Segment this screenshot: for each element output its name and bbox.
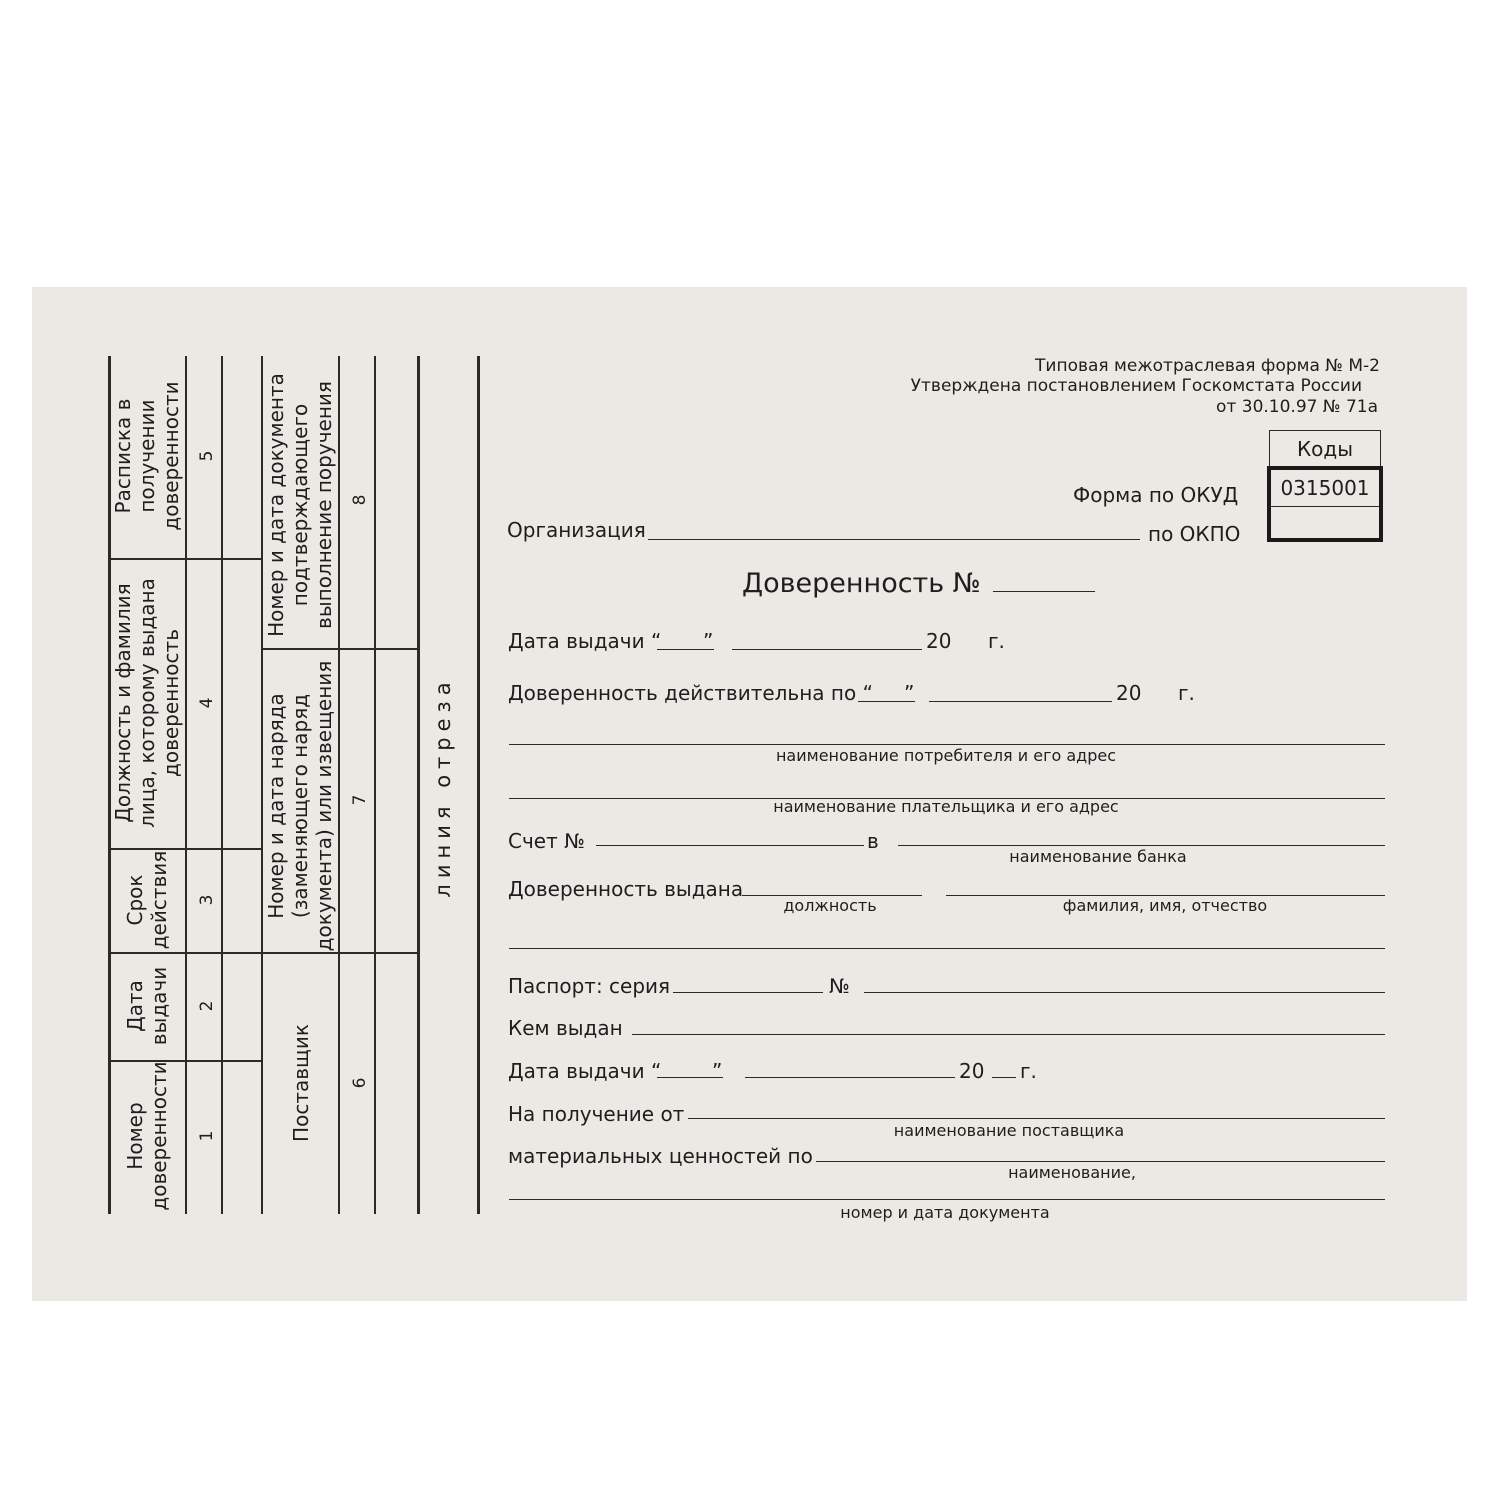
bank-field[interactable] [898,845,1385,846]
form-header [632,357,1380,427]
issue-year-prefix: 20 [926,629,952,653]
valuables-doc-name-field[interactable] [816,1161,1385,1162]
valid-day-quote: ” [904,681,915,705]
power-of-attorney-number-field[interactable] [993,591,1095,592]
consumer-caption: наименование потребителя и его адрес [775,746,1117,765]
passport-year-prefix: 20 [959,1059,985,1083]
form-type-line: Типовая межотраслевая форма № М-2 [1035,356,1380,376]
valid-year-prefix: 20 [1116,681,1142,705]
issued-to-extra-field[interactable] [509,948,1385,949]
supplier-field[interactable] [688,1118,1385,1119]
name-caption: наименование, [1008,1163,1136,1182]
okud-code-cell[interactable]: 0315001 [1271,470,1379,507]
doc-caption: номер и дата документа [840,1203,1050,1222]
issue-month-field[interactable] [732,649,922,650]
codes-box [1267,466,1383,542]
bank-caption: наименование банка [1009,847,1187,866]
approved-line: Утверждена постановлением Госкомстата России [910,376,1362,396]
valid-year-suffix: г. [1178,681,1195,705]
form-sheet: Номер доверенности 1 Дата выдачи 2 Срок действия 3 Должность и фамилия лица, которому выдана доверенность 4 Расписка в получении доверенности 5 Поставщик 6 Номер и дата наряда (заменяющего наряд документа) или извещения 7 Номер и дата документа подтверждающего выполнение поручения 8 линия отреза Типовая межотраслевая форма № М-2 Утверждена постановлением Госкомстата России от 30.10.97 № 71а Коды 0315001 Форма по ОКУД по ОКПО Организация Доверенность № Дата выдачи “ ” 20 г. Доверенность действительна по “ ” 20 г. наименование потребителя и его адрес наименование плательщика и его адрес Счет № в наименование банка Доверенность выдана должность фамилия, имя, отчество Паспорт: серия № Кем выдан Дата выдачи “ ” 20 г. На получение от наименование поставщика материальных ценностей по наименование, номер и дата документа [32,287,1467,1301]
passport-day-quote: ” [712,1059,723,1083]
passport-date-label: Дата выдачи “ [508,1059,662,1083]
issued-to-label: Доверенность выдана [508,877,744,901]
issued-by-field[interactable] [632,1034,1385,1035]
issued-by-label: Кем выдан [508,1016,623,1040]
valuables-doc-number-field[interactable] [509,1199,1385,1200]
organization-field[interactable] [648,539,1140,540]
organization-label: Организация [507,518,646,542]
supplier-caption: наименование поставщика [893,1121,1125,1140]
passport-year-suffix: г. [1020,1059,1037,1083]
valid-until-label: Доверенность действительна по “ [508,681,873,705]
approval-date-line: от 30.10.97 № 71а [1216,397,1378,417]
issue-year-suffix: г. [988,629,1005,653]
passport-number-sign: № [829,974,850,998]
okud-label: Форма по ОКУД [1073,483,1239,507]
passport-series-label: Паспорт: серия [508,974,671,998]
account-in-label: в [867,829,879,853]
codes-title: Коды [1269,430,1381,466]
account-label: Счет № [508,829,585,853]
passport-year-field[interactable] [992,1077,1016,1078]
issue-date-label: Дата выдачи “ [508,629,662,653]
valid-month-field[interactable] [929,701,1112,702]
payer-caption: наименование плательщика и его адрес [773,797,1119,816]
issue-day-quote: ” [703,629,714,653]
passport-month-field[interactable] [745,1077,955,1078]
consumer-field[interactable] [509,744,1385,745]
okpo-label: по ОКПО [1148,522,1241,546]
passport-series-field[interactable] [673,992,823,993]
receive-from-label: На получение от [508,1102,685,1126]
fio-caption: фамилия, имя, отчество [1062,896,1268,915]
okpo-code-cell[interactable] [1271,507,1379,541]
account-number-field[interactable] [596,845,864,846]
form-title: Доверенность № [742,568,981,599]
passport-number-field[interactable] [864,992,1385,993]
valuables-label: материальных ценностей по [508,1144,813,1168]
position-caption: должность [783,896,877,915]
